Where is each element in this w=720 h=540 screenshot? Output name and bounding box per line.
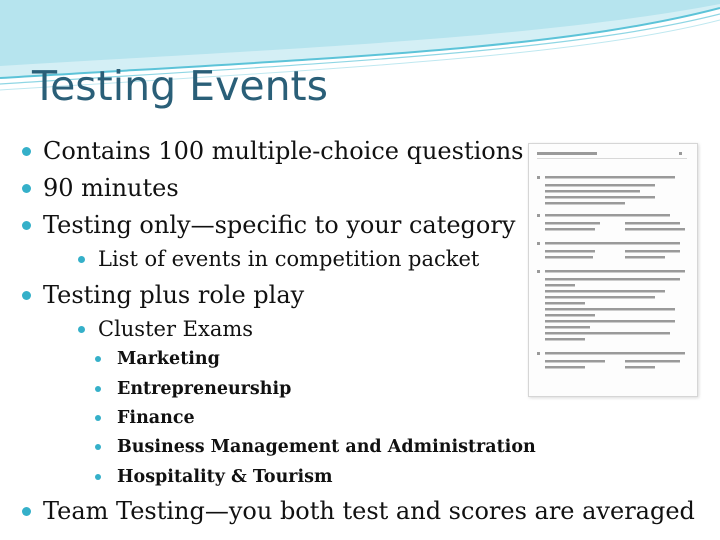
cluster-label: Business Management and Administration xyxy=(117,437,536,457)
bullet-testing-only xyxy=(22,211,515,239)
cluster-item xyxy=(95,408,195,428)
bullet-dot-icon xyxy=(95,474,101,480)
cluster-item xyxy=(95,349,220,369)
cluster-item xyxy=(95,437,536,457)
sub-bullet-events-list xyxy=(78,247,479,271)
bullet-text: Testing only—specific to your category xyxy=(43,211,516,239)
bullet-text: List of events in competition packet xyxy=(98,247,480,271)
bullet-dot-icon xyxy=(22,291,31,300)
slide-title: Testing Events xyxy=(32,62,328,110)
bullet-duration xyxy=(22,174,179,202)
bullet-dot-icon xyxy=(78,256,85,263)
bullet-role-play xyxy=(22,281,304,309)
bullet-dot-icon xyxy=(95,356,101,362)
cluster-label: Hospitality & Tourism xyxy=(117,467,333,487)
cluster-label: Entrepreneurship xyxy=(117,379,292,399)
bullet-text: 90 minutes xyxy=(43,174,179,202)
exam-page-image xyxy=(529,144,697,396)
bullet-text: Testing plus role play xyxy=(43,281,305,309)
bullet-dot-icon xyxy=(95,386,101,392)
bullet-dot-icon xyxy=(95,444,101,450)
bullet-questions xyxy=(22,137,523,165)
cluster-label: Marketing xyxy=(117,349,220,369)
bullet-text: Cluster Exams xyxy=(98,317,254,341)
bullet-dot-icon xyxy=(78,326,85,333)
exam-page-thumbnail xyxy=(528,143,698,397)
bullet-dot-icon xyxy=(22,147,31,156)
bullet-dot-icon xyxy=(22,221,31,230)
bullet-dot-icon xyxy=(22,184,31,193)
bullet-dot-icon xyxy=(22,507,31,516)
sub-bullet-cluster-exams xyxy=(78,317,253,341)
bullet-text: Contains 100 multiple-choice questions xyxy=(43,137,524,165)
bullet-team-testing xyxy=(22,497,695,525)
cluster-label: Finance xyxy=(117,408,195,428)
bullet-text: Team Testing—you both test and scores are averaged xyxy=(43,497,695,525)
cluster-item xyxy=(95,467,333,487)
cluster-item xyxy=(95,379,291,399)
bullet-dot-icon xyxy=(95,415,101,421)
